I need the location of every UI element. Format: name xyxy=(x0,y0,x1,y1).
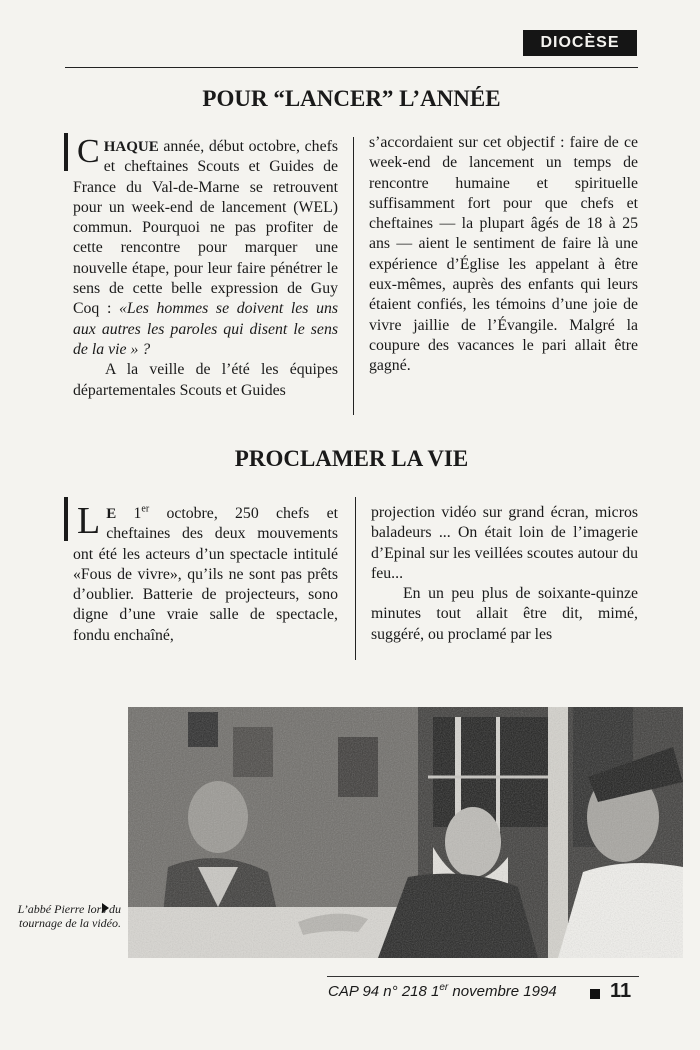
dropcap: L xyxy=(77,500,101,542)
paragraph: s’accordaient sur cet objectif : faire de ce week-end de lancement un temps de rencontre humaine et spirituelle suffisamment fort pour que chefs et cheftaines — la plupart âgés de 18 à 25 ans — aient le sentiment de faire là une expérience d’Église les appelant à être eux-mêmes, auprès des enfants qui leurs étaient confiés, les témoins d’une joie de vivre jaillie de l’Évangile. Malgré la coupure des vacances le pari allait être gagné. xyxy=(369,134,638,375)
publication-date: novembre 1994 xyxy=(448,983,557,1000)
dropcap-bar xyxy=(64,497,68,541)
article1-right-column xyxy=(369,133,638,377)
article2-left-column xyxy=(73,500,338,646)
paragraph: année, début octobre, chefs et cheftaines Scouts et Guides de France du Val-de-Marne se retrouvent pour un week-end de lancement (WEL) commun. Pourquoi ne pas profiter de cette rencontre pour marquer une nouvelle étape, pour leur faire pénétrer le sens de cette belle expression de Guy Coq : xyxy=(73,138,338,318)
article-title: POUR “LANCER” L’ANNÉE xyxy=(202,86,501,111)
column-divider xyxy=(355,497,356,660)
paragraph: En un peu plus de soixante-quinze minutes tout allait être dit, mimé, suggéré, ou proclamé par les xyxy=(371,585,638,643)
article1-left-column xyxy=(73,133,339,401)
article-title: PROCLAMER LA VIE xyxy=(234,446,469,471)
dropcap-bar xyxy=(64,133,68,171)
publication-name: CAP 94 n° 218 1 xyxy=(328,983,440,1000)
paragraph: projection vidéo sur grand écran, micros baladeurs ... On était loin de l’imagerie d’Epinal sur les veillées scoutes autour du feu... xyxy=(371,504,638,582)
square-bullet-icon xyxy=(590,989,600,999)
page-number: 11 xyxy=(610,980,632,1002)
dropcap: C xyxy=(77,133,100,170)
superscript: er xyxy=(141,503,150,515)
column-divider xyxy=(353,137,354,415)
lead-number: 1 xyxy=(133,505,142,522)
top-rule xyxy=(65,67,638,68)
lead-word: HAQUE xyxy=(103,139,159,155)
photo-caption: L’abbé Pierre lors du tournage de la vidéo. xyxy=(17,902,121,930)
publication-info xyxy=(328,983,557,1000)
quote: «Les hommes se doivent les uns aux autres les paroles qui disent le sens de la vie » ? xyxy=(73,300,339,358)
paragraph: A la veille de l’été les équipes départementales Scouts et Guides xyxy=(73,361,338,399)
bottom-rule xyxy=(327,976,639,977)
section-tag: DIOCÈSE xyxy=(523,30,637,56)
photo xyxy=(128,707,683,958)
article2-right-column xyxy=(371,503,638,645)
superscript: er xyxy=(439,982,449,993)
paragraph: octobre, 250 chefs et cheftaines des deux mouvements ont été les acteurs d’un spectacle intitulé «Fous de vivre», qu’ils ne sont pas prêts d’oublier. Batterie de projecteurs, sono digne d’une vraie salle de spectacle, fondu enchaîné, xyxy=(73,505,338,644)
lead-word: E xyxy=(106,506,117,522)
